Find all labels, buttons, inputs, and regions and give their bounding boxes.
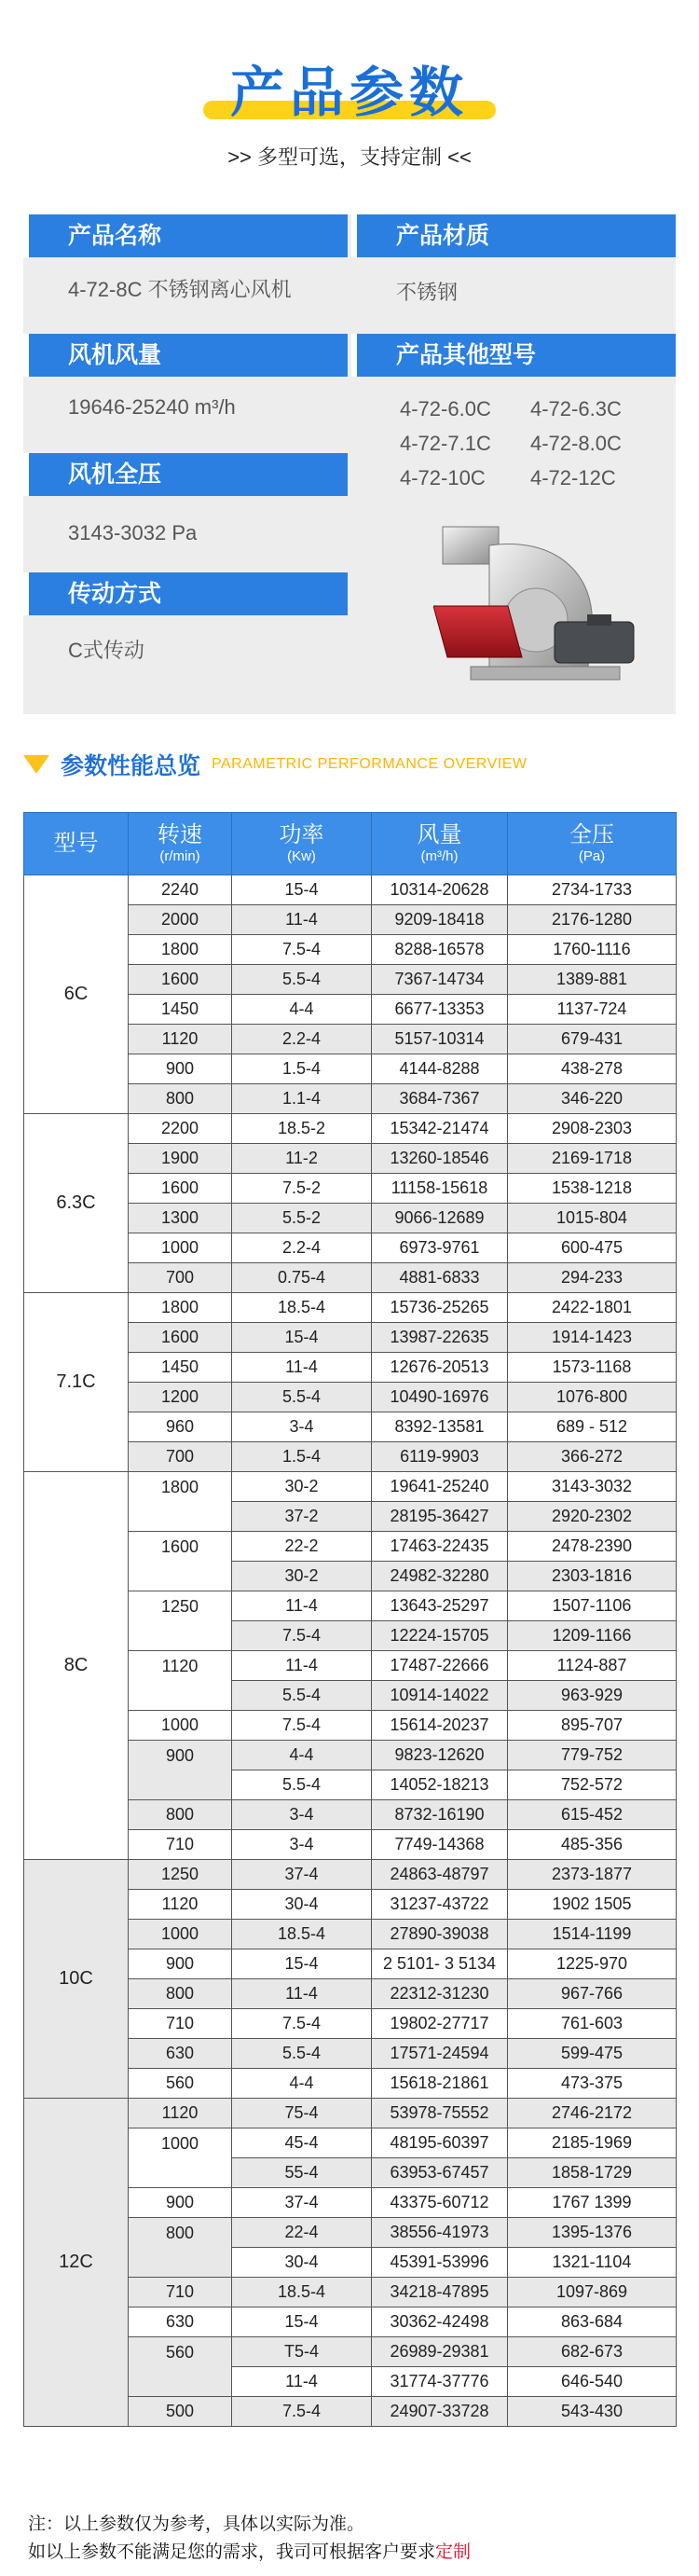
name-label: 产品名称 xyxy=(23,214,348,257)
drive-label: 传动方式 xyxy=(23,572,348,615)
power-cell: 4-4 xyxy=(232,995,372,1025)
pressure-cell: 1015-804 xyxy=(508,1204,677,1233)
drive-value: C式传动 xyxy=(68,639,144,662)
table-row xyxy=(24,2099,677,2128)
pressure-label: 风机全压 xyxy=(23,453,348,496)
power-cell: 5.5-4 xyxy=(232,1681,372,1711)
model-cell: 6.3C xyxy=(24,1114,129,1293)
speed-cell: 900 xyxy=(129,1054,232,1084)
flow-cell: 7367-14734 xyxy=(372,965,508,995)
flow-cell: 13643-25297 xyxy=(372,1591,508,1621)
power-cell: T5-4 xyxy=(232,2337,372,2367)
speed-cell: 2240 xyxy=(129,875,232,905)
power-cell: 0.75-4 xyxy=(232,1263,372,1293)
speed-cell: 1450 xyxy=(129,995,232,1025)
power-cell: 45-4 xyxy=(232,2128,372,2158)
power-cell: 5.5-4 xyxy=(232,1383,372,1412)
note-line-2-text: 如以上参数不能满足您的需求，我司可根据客户要求 xyxy=(28,2542,436,2562)
pressure-cell: 1760-1116 xyxy=(508,935,677,965)
speed-cell: 560 xyxy=(129,2337,232,2397)
flow-cell: 28195-36427 xyxy=(372,1502,508,1532)
power-cell: 30-4 xyxy=(232,1890,372,1920)
table-row xyxy=(24,1860,677,1890)
power-cell: 11-4 xyxy=(232,1353,372,1383)
pressure-cell: 689 - 512 xyxy=(508,1412,677,1442)
speed-cell: 1000 xyxy=(129,1711,232,1741)
flow-cell: 15614-20237 xyxy=(372,1711,508,1741)
pressure-cell: 1321-1104 xyxy=(508,2248,677,2278)
speed-cell: 900 xyxy=(129,2188,232,2218)
table-row xyxy=(24,875,677,905)
flow-cell: 6677-13353 xyxy=(372,995,508,1025)
speed-cell: 560 xyxy=(129,2069,232,2099)
speed-cell: 1000 xyxy=(129,1920,232,1949)
power-cell: 7.5-4 xyxy=(232,935,372,965)
speed-cell: 630 xyxy=(129,2039,232,2069)
speed-cell: 500 xyxy=(129,2397,232,2427)
pressure-cell: 438-278 xyxy=(508,1054,677,1084)
power-cell: 37-2 xyxy=(232,1502,372,1532)
speed-cell: 1600 xyxy=(129,965,232,995)
flow-cell: 63953-67457 xyxy=(372,2158,508,2188)
pressure-cell: 1858-1729 xyxy=(508,2158,677,2188)
speed-cell: 800 xyxy=(129,1979,232,2009)
pressure-cell: 2373-1877 xyxy=(508,1860,677,1890)
flow-cell: 31237-43722 xyxy=(372,1890,508,1920)
speed-cell: 1120 xyxy=(129,2099,232,2128)
flow-cell: 10914-14022 xyxy=(372,1681,508,1711)
pressure-cell: 2908-2303 xyxy=(508,1114,677,1144)
other-models-list xyxy=(351,392,676,495)
speed-cell: 1200 xyxy=(129,1383,232,1412)
flow-cell: 48195-60397 xyxy=(372,2128,508,2158)
pressure-cell: 1914-1423 xyxy=(508,1323,677,1353)
pressure-cell: 485-356 xyxy=(508,1830,677,1860)
power-cell: 30-2 xyxy=(232,1472,372,1502)
pressure-cell: 1137-724 xyxy=(508,995,677,1025)
speed-cell: 900 xyxy=(129,1741,232,1800)
section-title-en: PARAMETRIC PERFORMANCE OVERVIEW xyxy=(212,756,528,772)
pressure-cell: 1507-1106 xyxy=(508,1591,677,1621)
section-title-cn: 参数性能总览 xyxy=(61,753,201,779)
model-item: 4-72-7.1C xyxy=(400,432,491,455)
power-cell: 7.5-4 xyxy=(232,1621,372,1651)
power-cell: 3-4 xyxy=(232,1412,372,1442)
triangle-down-icon xyxy=(23,755,49,774)
flow-cell: 13260-18546 xyxy=(372,1144,508,1174)
pressure-cell: 1076-800 xyxy=(508,1383,677,1412)
pressure-cell: 2422-1801 xyxy=(508,1293,677,1323)
power-cell: 7.5-4 xyxy=(232,2397,372,2427)
speed-cell: 1120 xyxy=(129,1025,232,1054)
flow-cell: 19641-25240 xyxy=(372,1472,508,1502)
pressure-cell: 615-452 xyxy=(508,1800,677,1830)
header-speed: 转速 (r/min) xyxy=(129,813,232,875)
flow-cell: 8732-16190 xyxy=(372,1800,508,1830)
speed-cell: 1120 xyxy=(129,1651,232,1711)
power-cell: 5.5-4 xyxy=(232,1770,372,1800)
pressure-cell: 600-475 xyxy=(508,1233,677,1263)
speed-cell: 960 xyxy=(129,1412,232,1442)
pressure-cell: 2746-2172 xyxy=(508,2099,677,2128)
speed-cell: 1600 xyxy=(129,1323,232,1353)
header-model: 型号 xyxy=(24,813,129,875)
name-value: 4-72-8C 不锈钢离心风机 xyxy=(68,278,292,301)
flow-cell: 8288-16578 xyxy=(372,935,508,965)
material-label: 产品材质 xyxy=(351,214,676,257)
table-row xyxy=(24,1472,677,1502)
product-info-left xyxy=(23,214,348,690)
pressure-cell: 679-431 xyxy=(508,1025,677,1054)
note-line-1: 注：以上参数仅为参考，具体以实际为准。 xyxy=(28,2514,365,2534)
pressure-cell: 1538-1218 xyxy=(508,1174,677,1204)
header-power: 功率 (Kw) xyxy=(232,813,372,875)
footer-note xyxy=(28,2511,471,2567)
pressure-cell: 967-766 xyxy=(508,1979,677,2009)
flow-cell: 10490-16976 xyxy=(372,1383,508,1412)
power-cell: 75-4 xyxy=(232,2099,372,2128)
flow-cell: 34218-47895 xyxy=(372,2278,508,2307)
flow-cell: 15342-21474 xyxy=(372,1114,508,1144)
flow-cell: 7749-14368 xyxy=(372,1830,508,1860)
pressure-cell: 1573-1168 xyxy=(508,1353,677,1383)
power-cell: 11-4 xyxy=(232,905,372,935)
power-cell: 22-4 xyxy=(232,2218,372,2248)
power-cell: 5.5-4 xyxy=(232,2039,372,2069)
flow-cell: 10314-20628 xyxy=(372,875,508,905)
power-cell: 7.5-2 xyxy=(232,1174,372,1204)
flow-cell: 4144-8288 xyxy=(372,1054,508,1084)
pressure-cell: 779-752 xyxy=(508,1741,677,1770)
pressure-cell: 1097-869 xyxy=(508,2278,677,2307)
flow-cell: 22312-31230 xyxy=(372,1979,508,2009)
fan-base-shape xyxy=(471,667,620,680)
product-info-right xyxy=(351,214,676,377)
model-row xyxy=(351,426,676,461)
pressure-cell: 1124-887 xyxy=(508,1651,677,1681)
flow-cell: 9823-12620 xyxy=(372,1741,508,1770)
model-item: 4-72-12C xyxy=(530,466,616,489)
pressure-cell: 2176-1280 xyxy=(508,905,677,935)
model-cell: 6C xyxy=(24,875,129,1114)
pressure-cell: 2478-2390 xyxy=(508,1532,677,1562)
speed-cell: 1800 xyxy=(129,1293,232,1323)
flow-cell: 19802-27717 xyxy=(372,2009,508,2039)
power-cell: 15-4 xyxy=(232,2307,372,2337)
power-cell: 15-4 xyxy=(232,875,372,905)
pressure-cell: 1902 1505 xyxy=(508,1890,677,1920)
pressure-cell: 646-540 xyxy=(508,2367,677,2397)
power-cell: 7.5-4 xyxy=(232,1711,372,1741)
power-cell: 11-4 xyxy=(232,1591,372,1621)
power-cell: 3-4 xyxy=(232,1830,372,1860)
speed-cell: 1300 xyxy=(129,1204,232,1233)
speed-cell: 1600 xyxy=(129,1174,232,1204)
power-cell: 7.5-4 xyxy=(232,2009,372,2039)
model-cell: 10C xyxy=(24,1860,129,2099)
power-cell: 5.5-4 xyxy=(232,965,372,995)
airflow-label: 风机风量 xyxy=(23,334,348,377)
pressure-cell: 346-220 xyxy=(508,1084,677,1114)
model-row xyxy=(351,392,676,426)
speed-cell: 1800 xyxy=(129,935,232,965)
flow-cell: 5157-10314 xyxy=(372,1025,508,1054)
pressure-cell: 366-272 xyxy=(508,1442,677,1472)
speed-cell: 630 xyxy=(129,2307,232,2337)
airflow-value: 19646-25240 m³/h xyxy=(68,395,236,419)
fan-belt-guard-shape xyxy=(433,606,522,657)
model-row xyxy=(351,461,676,495)
pressure-cell: 1395-1376 xyxy=(508,2218,677,2248)
speed-cell: 900 xyxy=(129,1949,232,1979)
power-cell: 2.2-4 xyxy=(232,1025,372,1054)
flow-cell: 24863-48797 xyxy=(372,1860,508,1890)
power-cell: 2.2-4 xyxy=(232,1233,372,1263)
flow-cell: 17463-22435 xyxy=(372,1532,508,1562)
speed-cell: 700 xyxy=(129,1263,232,1293)
speed-cell: 710 xyxy=(129,1830,232,1860)
power-cell: 1.5-4 xyxy=(232,1442,372,1472)
pressure-cell: 543-430 xyxy=(508,2397,677,2427)
pressure-cell: 863-684 xyxy=(508,2307,677,2337)
pressure-value: 3143-3032 Pa xyxy=(68,521,198,544)
power-cell: 30-2 xyxy=(232,1562,372,1591)
power-cell: 4-4 xyxy=(232,1741,372,1770)
pressure-cell: 2920-2302 xyxy=(508,1502,677,1532)
power-cell: 11-4 xyxy=(232,1979,372,2009)
power-cell: 37-4 xyxy=(232,1860,372,1890)
model-item: 4-72-6.0C xyxy=(400,397,491,420)
model-item: 4-72-10C xyxy=(400,466,486,489)
pressure-cell: 1209-1166 xyxy=(508,1621,677,1651)
power-cell: 1.5-4 xyxy=(232,1054,372,1084)
power-cell: 11-4 xyxy=(232,1651,372,1681)
pressure-cell: 682-673 xyxy=(508,2337,677,2367)
power-cell: 11-4 xyxy=(232,2367,372,2397)
flow-cell: 27890-39038 xyxy=(372,1920,508,1949)
hero-header xyxy=(0,0,699,200)
page-title: 产品参数 xyxy=(229,62,469,123)
flow-cell: 30362-42498 xyxy=(372,2307,508,2337)
pressure-cell: 2185-1969 xyxy=(508,2128,677,2158)
power-cell: 18.5-4 xyxy=(232,1920,372,1949)
spec-table xyxy=(23,812,677,2427)
power-cell: 30-4 xyxy=(232,2248,372,2278)
power-cell: 55-4 xyxy=(232,2158,372,2188)
pressure-cell: 2303-1816 xyxy=(508,1562,677,1591)
flow-cell: 3684-7367 xyxy=(372,1084,508,1114)
header-flow: 风量 (m³/h) xyxy=(372,813,508,875)
pressure-cell: 599-475 xyxy=(508,2039,677,2069)
fan-product-image xyxy=(433,517,657,695)
speed-cell: 1250 xyxy=(129,1860,232,1890)
pressure-cell: 1514-1199 xyxy=(508,1920,677,1949)
table-row xyxy=(24,1114,677,1144)
speed-cell: 1800 xyxy=(129,1472,232,1532)
note-line-2 xyxy=(28,2539,471,2567)
pressure-cell: 761-603 xyxy=(508,2009,677,2039)
pressure-cell: 1767 1399 xyxy=(508,2188,677,2218)
section-title xyxy=(23,746,528,783)
speed-cell: 710 xyxy=(129,2278,232,2307)
flow-cell: 6973-9761 xyxy=(372,1233,508,1263)
table-row xyxy=(24,1293,677,1323)
power-cell: 5.5-2 xyxy=(232,1204,372,1233)
flow-cell: 9066-12689 xyxy=(372,1204,508,1233)
model-item: 4-72-6.3C xyxy=(530,397,622,420)
power-cell: 18.5-4 xyxy=(232,2278,372,2307)
other-models-label: 产品其他型号 xyxy=(351,334,676,377)
flow-cell: 15618-21861 xyxy=(372,2069,508,2099)
flow-cell: 2 5101- 3 5134 xyxy=(372,1949,508,1979)
material-value: 不锈钢 xyxy=(396,281,459,304)
flow-cell: 8392-13581 xyxy=(372,1412,508,1442)
pressure-cell: 1225-970 xyxy=(508,1949,677,1979)
power-cell: 1.1-4 xyxy=(232,1084,372,1114)
speed-cell: 800 xyxy=(129,1800,232,1830)
power-cell: 37-4 xyxy=(232,2188,372,2218)
flow-cell: 45391-53996 xyxy=(372,2248,508,2278)
speed-cell: 1120 xyxy=(129,1890,232,1920)
speed-cell: 710 xyxy=(129,2009,232,2039)
flow-cell: 24907-33728 xyxy=(372,2397,508,2427)
custom-highlight: 定制 xyxy=(435,2542,472,2562)
flow-cell: 13987-22635 xyxy=(372,1323,508,1353)
fan-motor-box-shape xyxy=(587,614,611,626)
pressure-cell: 752-572 xyxy=(508,1770,677,1800)
pressure-cell: 2169-1718 xyxy=(508,1144,677,1174)
speed-cell: 800 xyxy=(129,2218,232,2278)
flow-cell: 11158-15618 xyxy=(372,1174,508,1204)
fan-motor-shape xyxy=(555,622,634,663)
speed-cell: 1450 xyxy=(129,1353,232,1383)
power-cell: 4-4 xyxy=(232,2069,372,2099)
flow-cell: 53978-75552 xyxy=(372,2099,508,2128)
speed-cell: 2200 xyxy=(129,1114,232,1144)
speed-cell: 800 xyxy=(129,1084,232,1114)
power-cell: 11-2 xyxy=(232,1144,372,1174)
flow-cell: 12676-20513 xyxy=(372,1353,508,1383)
header-pressure: 全压 (Pa) xyxy=(508,813,677,875)
power-cell: 15-4 xyxy=(232,1949,372,1979)
spec-table-body xyxy=(24,875,677,2427)
power-cell: 22-2 xyxy=(232,1532,372,1562)
speed-cell: 2000 xyxy=(129,905,232,935)
flow-cell: 14052-18213 xyxy=(372,1770,508,1800)
flow-cell: 6119-9903 xyxy=(372,1442,508,1472)
model-cell: 12C xyxy=(24,2099,129,2427)
pressure-cell: 1389-881 xyxy=(508,965,677,995)
pressure-cell: 2734-1733 xyxy=(508,875,677,905)
pressure-cell: 473-375 xyxy=(508,2069,677,2099)
pressure-cell: 963-929 xyxy=(508,1681,677,1711)
pressure-cell: 895-707 xyxy=(508,1711,677,1741)
power-cell: 18.5-2 xyxy=(232,1114,372,1144)
flow-cell: 31774-37776 xyxy=(372,2367,508,2397)
speed-cell: 1000 xyxy=(129,1233,232,1263)
model-item: 4-72-8.0C xyxy=(530,432,622,455)
speed-cell: 1250 xyxy=(129,1591,232,1651)
flow-cell: 17571-24594 xyxy=(372,2039,508,2069)
flow-cell: 4881-6833 xyxy=(372,1263,508,1293)
power-cell: 15-4 xyxy=(232,1323,372,1353)
table-header-row xyxy=(24,813,677,875)
flow-cell: 12224-15705 xyxy=(372,1621,508,1651)
flow-cell: 38556-41973 xyxy=(372,2218,508,2248)
speed-cell: 700 xyxy=(129,1442,232,1472)
pressure-cell: 294-233 xyxy=(508,1263,677,1293)
speed-cell: 1900 xyxy=(129,1144,232,1174)
model-cell: 7.1C xyxy=(24,1293,129,1472)
flow-cell: 26989-29381 xyxy=(372,2337,508,2367)
flow-cell: 17487-22666 xyxy=(372,1651,508,1681)
page-subtitle: >> 多型可选，支持定制 << xyxy=(227,145,472,169)
power-cell: 3-4 xyxy=(232,1800,372,1830)
flow-cell: 15736-25265 xyxy=(372,1293,508,1323)
model-cell: 8C xyxy=(24,1472,129,1860)
speed-cell: 1600 xyxy=(129,1532,232,1591)
flow-cell: 43375-60712 xyxy=(372,2188,508,2218)
flow-cell: 24982-32280 xyxy=(372,1562,508,1591)
flow-cell: 9209-18418 xyxy=(372,905,508,935)
speed-cell: 1000 xyxy=(129,2128,232,2188)
pressure-cell: 3143-3032 xyxy=(508,1472,677,1502)
power-cell: 18.5-4 xyxy=(232,1293,372,1323)
